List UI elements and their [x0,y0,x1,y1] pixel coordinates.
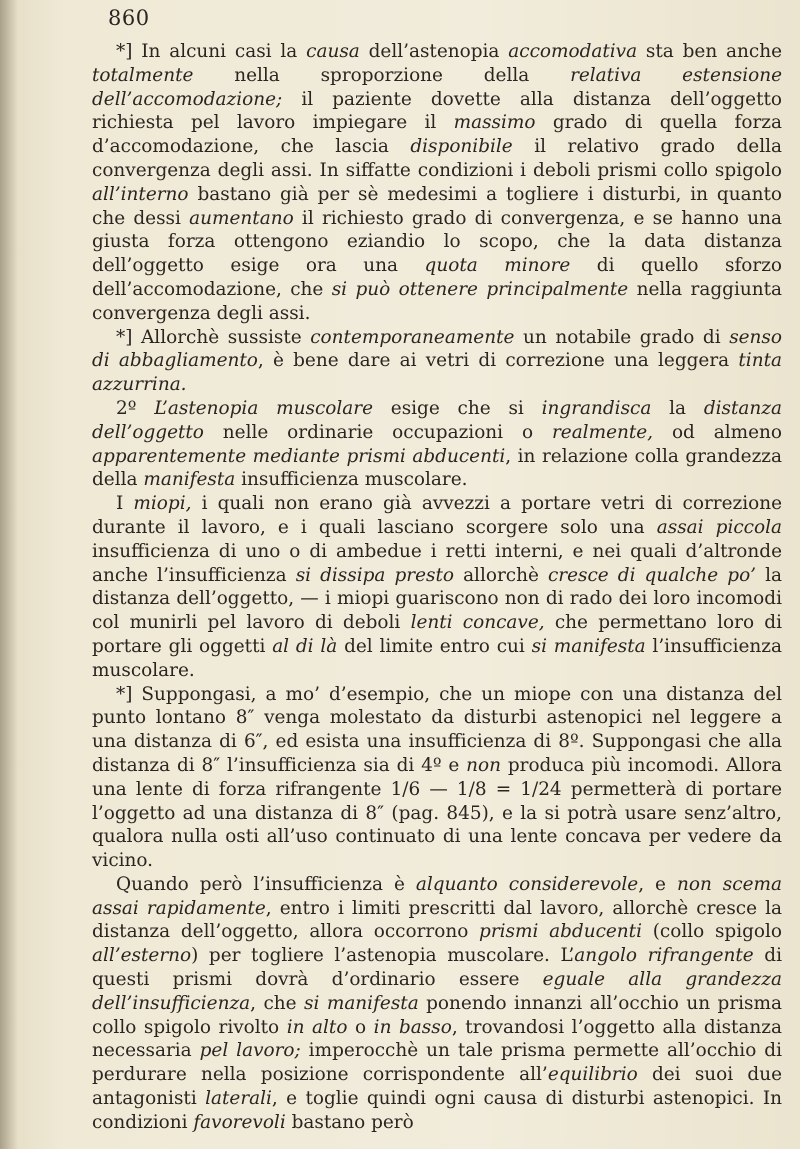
italic-run: angolo rifrangente [574,945,754,967]
italic-run: massimo [453,112,536,134]
italic-run: non scema assai rapidamente [92,873,782,919]
italic-run: apparentemente mediante prismi abducenti [92,445,506,467]
italic-run: tinta azzurrina. [92,350,782,396]
italic-run: all’esterno [92,945,192,967]
italic-run: disponibile [410,136,513,158]
text-run: dell’astenopia [359,41,509,62]
text-run: , e toglie quindi ogni causa di disturbi astenopici. In condizioni [92,1088,782,1133]
text-run: di questi prismi dovrà d’ordinario essere [92,945,782,991]
text-run: *] In alcuni casi la [116,41,307,62]
text-run: di quello sforzo dell’accomodazione, che [92,255,783,300]
text-run: (collo spigolo [642,921,783,943]
body-text [92,40,782,1135]
italic-run: quota minore [424,255,571,277]
text-run: un notabile grado di [514,326,730,348]
italic-run: alquanto considerevole [415,873,639,895]
italic-run: causa [306,41,360,62]
text-run: il richiesto grado di convergenza, e se hanno una giusta forza ottengono eziandio lo scopo, che la data distanza dell’oggetto esige ora una [92,207,782,277]
text-run: dei suoi due antagonisti [92,1064,782,1110]
text-run: , in relazione colla grandezza della [92,445,782,491]
text-run: ponendo innanzi all’occhio un prisma collo spigolo rivolto [92,992,782,1038]
italic-run: al di là [272,635,338,657]
text-run: nella sproporzione della [193,64,571,86]
text-run: bastano però [285,1111,414,1133]
italic-run: realmente, [551,421,654,443]
text-run: od almeno [653,421,782,443]
italic-run: relativa estensione dell’accomodazione; [92,64,782,110]
text-run: , è bene dare ai vetri di correzione una leggera [257,350,739,372]
text-run: nelle ordinarie occupazioni o [203,421,552,443]
italic-run: cresce di qualche po’ [547,564,757,586]
text-run: *] Allorchè sussiste [116,326,311,348]
text-run: , entro i limiti prescritti dal lavoro, allorchè cresce la distanza dell’oggetto, allora occorrono [92,897,783,943]
footnote-esempio [92,683,782,873]
text-run: insufficienza di uno o di ambedue i retti interni, e nei quali d’altronde anche l’insufficienza [92,540,782,586]
italic-run: in basso [373,1016,452,1038]
binding-shadow [0,0,18,1149]
page-number: 860 [108,6,150,30]
text-run: l’insufficienza muscolare. [92,635,783,681]
text-run: il paziente dovette alla distanza dell’oggetto richiesta pel lavoro impiegare il [92,88,782,134]
italic-run: distanza dell’oggetto [92,397,782,443]
paragraph-astenopia-muscolare [92,397,782,492]
italic-run: lenti concave, [410,612,545,634]
italic-run: accomodativa [508,41,638,62]
italic-run: manifesta [143,469,236,491]
text-run: grado di quella forza d’accomodazione, che lascia [92,112,782,158]
italic-run: contemporaneamente [310,326,515,348]
italic-run: si manifesta [531,635,646,657]
text-run: Quando però l’insufficienza è [116,873,416,895]
text-run: produca più incomodi. Allora una lente di forza rifrangente 1/6 — 1/8 = 1/24 permetterà di portare l’oggetto ad una distanza di 8″ (pag. 845), e la si potrà usare senz’altro, qualora nulla osti all’uso continuato di una lente concava per vedere da vicino. [92,754,782,872]
italic-run: totalmente [92,64,194,86]
text-run: esige che si [372,397,542,419]
text-run: imperocchè un tale prisma permette all’occhio di perdurare nella posizione corrispondente all’ [92,1040,782,1086]
paragraph-prismi-abducenti [92,873,782,1135]
italic-run: favorevoli [193,1111,286,1133]
text-run: allorchè [454,564,548,586]
italic-run: L’astenopia muscolare [154,397,373,419]
italic-run: ingrandisca [541,397,652,419]
text-run: il relativo grado della convergenza degli assi. In siffatte condizioni i deboli prismi collo spigolo [92,136,782,181]
italic-run: in alto [286,1016,348,1038]
italic-run: non [466,754,501,776]
italic-run: pel lavoro; [199,1040,301,1062]
italic-run: senso di abbagliamento [92,326,782,372]
text-run: , che [250,992,305,1014]
text-run: I [116,493,134,515]
italic-run: equilibrio [547,1064,638,1086]
paragraph-miopi [92,492,782,682]
text-run: ) per togliere l’astenopia muscolare. L’ [191,945,575,967]
italic-run: si può ottenere principalmente [331,278,629,300]
text-run: sta ben anche [637,41,782,62]
text-run: bastano già per sè medesimi a togliere i disturbi, in quanto che dessi [92,183,782,229]
text-run: del limite entro cui [337,635,532,657]
italic-run: all’interno [92,183,189,205]
text-run: , e [638,873,677,895]
italic-run: miopi, [133,493,192,515]
italic-run: laterali [205,1088,272,1110]
text-run: , trovandosi l’oggetto alla distanza necessaria [92,1016,783,1062]
italic-run: eguale alla grandezza dell’insufficienza [92,969,782,1014]
italic-run: prismi abducenti [479,921,642,943]
text-run: o [347,1016,374,1038]
italic-run: si dissipa presto [295,564,454,586]
text-run: nella raggiunta convergenza degli assi. [92,278,782,324]
text-run: la distanza dell’oggetto, — i miopi guariscono non di rado dei loro incomodi col munirli pel lavoro di deboli [92,564,782,634]
text-run: *] Suppongasi, a mo’ d’esempio, che un miope con una distanza del punto lontano 8″ venga molestato da disturbi astenopici nel leggere a una distanza di 6″, ed esista una insufficienza di 8º. Suppongasi che alla distanza di 8″ l’insufficienza sia di 4º e [92,683,782,776]
italic-run: assai piccola [656,516,782,538]
text-run: insufficienza muscolare. [235,469,468,491]
text-run: i quali non erano già avvezzi a portare vetri di correzione durante il lavoro, e i quali lasciano scorgere solo una [92,493,782,538]
footnote-accomodativa [92,40,782,326]
text-run: la [651,397,704,419]
footnote-abbagliamento [92,326,782,397]
italic-run: aumentano [189,207,294,229]
text-run: che permettano loro di portare gli oggetti [92,612,783,657]
italic-run: si manifesta [304,992,419,1014]
text-run: 2º [116,397,155,419]
